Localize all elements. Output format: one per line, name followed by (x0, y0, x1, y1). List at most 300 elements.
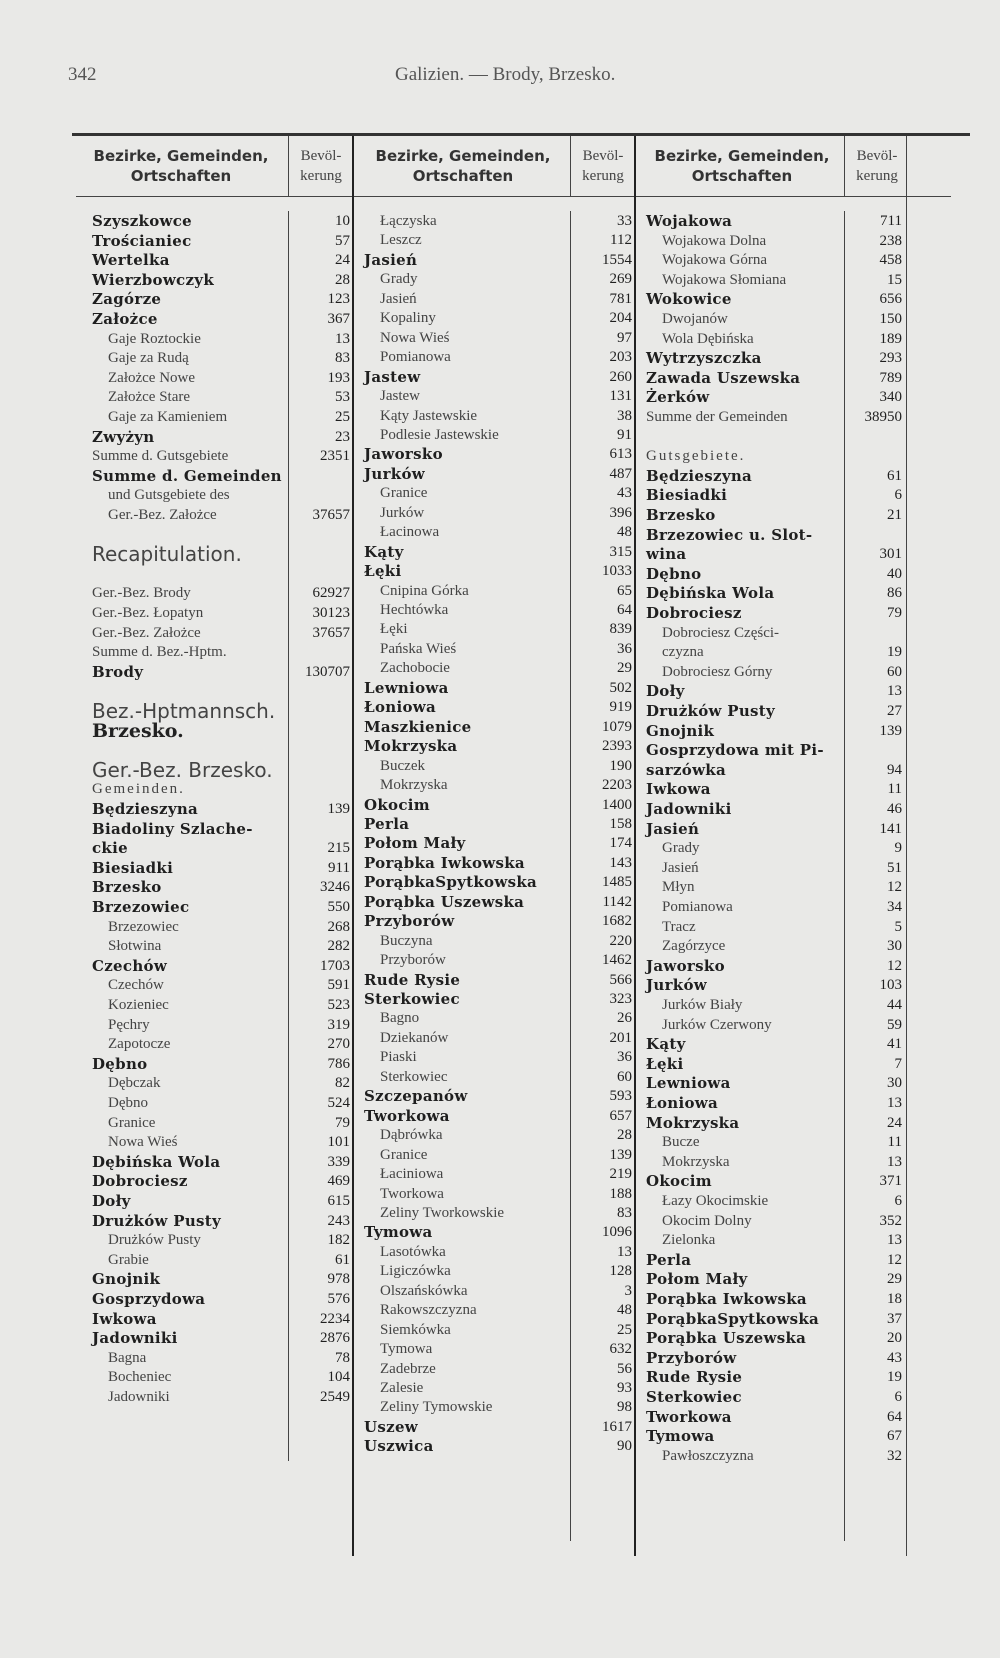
population-value: 130707 (305, 663, 350, 680)
population-value: 19 (887, 644, 902, 661)
place-name: Kąty (646, 1035, 686, 1054)
population-value: 24 (335, 252, 350, 269)
table-row (646, 1073, 904, 1093)
table-row (364, 833, 634, 853)
table-row (92, 936, 352, 956)
population-value: 269 (609, 271, 632, 288)
place-name: Pomianowa (380, 349, 451, 366)
population-value: 657 (609, 1107, 632, 1124)
table-row (646, 799, 904, 819)
place-name: Wokowice (646, 290, 732, 309)
place-name: Jasień (646, 819, 700, 838)
col3-header-name: Bezirke, Gemeinden, Ortschaften (654, 147, 830, 185)
place-name: Tracz (662, 918, 696, 935)
population-value: 270 (327, 1036, 350, 1053)
place-name: Tymowa (380, 1341, 433, 1358)
table-row (92, 1191, 352, 1211)
table-row (364, 561, 634, 581)
population-value: 839 (609, 621, 632, 638)
col2-header-value: Bevöl-kerung (582, 148, 624, 184)
population-value: 158 (609, 815, 632, 832)
col3-boundary (906, 136, 907, 1556)
table-row (646, 995, 904, 1015)
place-name: Jurków Czerwony (662, 1016, 772, 1033)
population-value: 11 (887, 781, 902, 798)
population-value: 18 (887, 1291, 902, 1307)
table-row (92, 1132, 352, 1152)
population-value: 268 (327, 918, 350, 935)
population-table (76, 136, 951, 1556)
place-name: Gosprzydowa mit Pi- (646, 741, 824, 760)
population-value: 487 (609, 465, 632, 482)
place-name: Kąty (364, 542, 404, 561)
place-name: Zadebrze (380, 1360, 436, 1377)
place-name: Grabie (108, 1251, 149, 1268)
place-name: Dziekanów (380, 1029, 449, 1046)
table-row (364, 386, 634, 406)
place-name: Jaworsko (364, 445, 443, 464)
place-name: Założce (92, 310, 158, 328)
place-name: Tworkowa (646, 1407, 732, 1426)
population-value: 243 (327, 1212, 350, 1229)
population-value: 43 (887, 1349, 902, 1366)
table-row (646, 564, 904, 584)
population-value: 524 (327, 1095, 350, 1111)
place-name: Łazy Okocimskie (662, 1193, 769, 1209)
population-value: 182 (327, 1232, 350, 1249)
table-row (92, 1093, 352, 1113)
place-name: Sterkowiec (380, 1068, 448, 1085)
population-value: 215 (327, 840, 350, 857)
table-row (646, 877, 904, 897)
place-name: Summe d. Gemeinden (92, 466, 282, 485)
population-value: 352 (879, 1212, 902, 1229)
table-row (364, 697, 634, 717)
table-row (92, 250, 352, 270)
place-name: Założce Nowe (108, 369, 196, 386)
table-row (646, 819, 904, 839)
place-name: Tworkowa (364, 1106, 450, 1125)
place-name: Tymowa (364, 1223, 433, 1242)
table-row (646, 231, 904, 251)
table-row (646, 779, 904, 799)
place-name: Drużków Pusty (108, 1232, 201, 1249)
place-name: Brody (92, 662, 144, 681)
place-name: Dąbrówka (380, 1127, 443, 1144)
table-row (646, 936, 904, 956)
population-value: 789 (879, 369, 902, 386)
table-row (92, 583, 352, 603)
population-value: 60 (887, 663, 902, 680)
population-value: 78 (335, 1349, 350, 1366)
table-row (646, 662, 904, 682)
table-row (364, 1047, 634, 1067)
table-row (364, 736, 634, 756)
place-name: Gnojnik (92, 1270, 161, 1289)
table-row (646, 975, 904, 995)
table-row (646, 348, 904, 368)
place-name: Summe d. Gutsgebiete (92, 448, 229, 465)
table-row (364, 250, 634, 270)
population-value: 193 (327, 369, 350, 386)
place-name: Łączyska (380, 213, 437, 229)
place-name: Bagno (380, 1010, 420, 1027)
table-row (364, 308, 634, 328)
place-name: Połom Mały (364, 834, 466, 853)
place-name: Dębno (646, 564, 702, 583)
population-value: 79 (335, 1114, 350, 1131)
table-row (364, 464, 634, 484)
table-row (646, 1015, 904, 1035)
place-name: Łęki (646, 1054, 684, 1073)
table-row (92, 721, 352, 741)
table-row (92, 1152, 352, 1172)
place-name: czyzna (662, 644, 704, 661)
place-name: Czechów (92, 956, 168, 975)
table-row (364, 1203, 634, 1223)
population-value: 189 (879, 330, 902, 347)
population-value: 301 (879, 546, 902, 563)
population-value: 30 (887, 1075, 902, 1092)
table-row (646, 1171, 904, 1191)
place-name: Okocim Dolny (662, 1212, 752, 1229)
place-name: Brzesko (646, 506, 716, 524)
population-value: 25 (617, 1321, 632, 1338)
place-name: Ger.-Bez. Łopatyn (92, 605, 204, 621)
population-value: 371 (879, 1173, 902, 1190)
table-row (646, 897, 904, 917)
table-row (92, 446, 352, 466)
table-row (364, 581, 634, 601)
population-value: 319 (327, 1016, 350, 1033)
population-value: 123 (327, 291, 350, 308)
population-value: 786 (327, 1055, 350, 1072)
place-name: Żerków (646, 388, 710, 407)
table-row (92, 231, 352, 251)
place-name: Gemeinden. (92, 781, 185, 798)
place-name: Dębno (92, 1054, 148, 1073)
place-name: Jurków (380, 504, 425, 521)
population-value: 632 (609, 1341, 632, 1358)
place-name: Będzieszyna (92, 800, 199, 818)
population-value: 6 (894, 1389, 902, 1405)
place-name: Mokrzyska (646, 1113, 740, 1132)
population-value: 656 (879, 291, 902, 308)
population-value: 43 (617, 485, 632, 502)
place-name: Bez.-Hptmannsch. (92, 699, 276, 723)
table-row (92, 1367, 352, 1387)
table-row (92, 858, 352, 878)
population-value: 2549 (320, 1389, 350, 1405)
place-name: Jadowniki (646, 800, 732, 818)
table-row (646, 1132, 904, 1152)
column-3 (646, 136, 904, 1556)
population-value: 25 (335, 409, 350, 425)
place-name: Zwyżyn (92, 427, 155, 446)
place-name: Jasień (380, 290, 417, 307)
place-name: Wytrzyszczka (646, 349, 762, 368)
place-name: Grady (662, 840, 700, 857)
population-value: 97 (617, 329, 632, 346)
table-row (364, 1436, 634, 1456)
table-row (646, 525, 904, 545)
column-1 (92, 136, 352, 1556)
table-row (92, 877, 352, 897)
place-name: Zawada Uszewska (646, 368, 801, 387)
table-row (364, 931, 634, 951)
table-row (646, 289, 904, 309)
table-row (92, 603, 352, 623)
table-row (92, 564, 352, 584)
population-value: 19 (887, 1369, 902, 1386)
place-name: Gutsgebiete. (646, 448, 746, 465)
table-row (92, 1328, 352, 1348)
population-value: 98 (617, 1399, 632, 1416)
place-name: Biadoliny Szlache- (92, 819, 253, 838)
place-name: Jasień (364, 250, 418, 269)
population-value: 139 (879, 722, 902, 739)
population-value: 48 (617, 1302, 632, 1319)
population-value: 65 (617, 582, 632, 599)
population-value: 62927 (312, 585, 350, 602)
population-value: 143 (609, 854, 632, 871)
table-row (364, 950, 634, 970)
table-row (646, 387, 904, 407)
place-name: Łoniowa (646, 1094, 718, 1112)
place-name: Zagórzyce (662, 938, 726, 955)
population-value: 613 (609, 446, 632, 463)
place-name: Ger.-Bez. Założce (92, 624, 201, 641)
table-row (92, 956, 352, 976)
place-name: Lewniowa (646, 1074, 731, 1093)
population-value: 27 (887, 703, 902, 719)
place-name: Mokrzyska (380, 777, 448, 794)
place-name: Sterkowiec (646, 1388, 742, 1406)
table-row (364, 1008, 634, 1028)
table-row (364, 230, 634, 250)
population-value: 141 (879, 820, 902, 837)
place-name: Przyborów (364, 912, 455, 931)
population-value: 282 (327, 938, 350, 955)
population-value: 1682 (602, 913, 632, 930)
table-row (92, 1289, 352, 1309)
place-name: Gaje Roztockie (108, 330, 201, 347)
place-name: Kąty Jastewskie (380, 407, 478, 424)
population-value: 1703 (320, 957, 350, 974)
place-name: Doły (92, 1192, 131, 1210)
place-name: Hechtówka (380, 602, 449, 618)
population-value: 93 (617, 1380, 632, 1396)
population-value: 1033 (602, 563, 632, 580)
table-row (646, 858, 904, 878)
population-value: 220 (609, 932, 632, 949)
place-name: Ligiczówka (380, 1263, 451, 1280)
table-row (364, 756, 634, 776)
col3-header-value: Bevöl-kerung (856, 148, 898, 184)
place-name: Pęchry (108, 1016, 150, 1033)
table-row (92, 779, 352, 799)
population-value: 36 (617, 1049, 632, 1066)
place-name: Pawłoszczyzna (662, 1447, 754, 1464)
place-name: Brzesko (92, 878, 162, 897)
table-row (364, 1145, 634, 1165)
place-name: Cnipina Górka (380, 582, 469, 599)
place-name: Brzezowiec u. Slot- (646, 525, 813, 544)
table-row (364, 872, 634, 892)
table-row (364, 1300, 634, 1320)
place-name: Przyborów (646, 1348, 737, 1367)
table-row (646, 760, 904, 780)
population-value: 3 (624, 1282, 632, 1299)
table-row (646, 1211, 904, 1231)
place-name: Brzezowiec (108, 918, 179, 935)
population-value: 21 (887, 507, 902, 523)
place-name: Recapitulation. (92, 542, 242, 567)
population-value: 919 (609, 699, 632, 716)
population-value: 566 (609, 971, 632, 988)
place-name: Summe der Gemeinden (646, 409, 788, 425)
table-row (364, 367, 634, 387)
population-value: 82 (335, 1075, 350, 1092)
table-row (92, 1171, 352, 1191)
population-value: 48 (617, 524, 632, 541)
table-row (364, 639, 634, 659)
place-name: Zalesie (380, 1380, 424, 1396)
population-value: 219 (609, 1166, 632, 1183)
place-name: Perla (646, 1250, 692, 1269)
place-name: Jadowniki (108, 1389, 170, 1405)
place-name: Leszcz (380, 232, 422, 249)
table-row (646, 1387, 904, 1407)
population-value: 33 (617, 213, 632, 229)
population-value: 201 (609, 1029, 632, 1046)
table-row (92, 1309, 352, 1329)
table-row (646, 466, 904, 486)
table-row (92, 995, 352, 1015)
place-name: Łaciniowa (380, 1166, 444, 1183)
table-row (646, 485, 904, 505)
place-name: Gnojnik (646, 721, 715, 740)
table-row (364, 911, 634, 931)
population-value: 44 (887, 997, 902, 1013)
population-value: 51 (887, 859, 902, 876)
population-value: 13 (335, 330, 350, 347)
place-name: Drużków Pusty (92, 1211, 222, 1230)
place-name: Tymowa (646, 1427, 715, 1446)
table-row (364, 483, 634, 503)
place-name: Wojakowa (646, 212, 733, 230)
place-name: Jaworsko (646, 956, 725, 975)
table-row (364, 795, 634, 815)
population-value: 2203 (602, 777, 632, 794)
population-value: 23 (335, 428, 350, 445)
population-value: 593 (609, 1088, 632, 1105)
table-row (646, 309, 904, 329)
population-value: 293 (879, 350, 902, 367)
population-value: 6 (894, 487, 902, 504)
table-row (364, 347, 634, 367)
table-row (92, 485, 352, 505)
place-name: Piaski (380, 1049, 417, 1066)
place-name: Mokrzyska (364, 737, 458, 756)
population-value: 61 (887, 467, 902, 484)
place-name: Rakowszczyzna (380, 1302, 477, 1319)
place-name: Podlesie Jastewskie (380, 426, 499, 443)
table-row (646, 1230, 904, 1250)
place-name: Iwkowa (646, 780, 711, 799)
place-name: Gosprzydowa (92, 1290, 206, 1308)
place-name: Iwkowa (92, 1309, 157, 1328)
table-row (364, 503, 634, 523)
table-row (364, 1067, 634, 1087)
place-name: Dobrociesz (92, 1172, 188, 1191)
table-row (646, 427, 904, 447)
table-row (646, 1113, 904, 1133)
population-value: 26 (617, 1010, 632, 1027)
place-name: Pańska Wieś (380, 640, 457, 657)
place-name: Bagna (108, 1349, 147, 1366)
place-name: Maszkienice (364, 717, 472, 736)
place-name: Okocim (646, 1172, 712, 1191)
population-value: 91 (617, 426, 632, 443)
table-row (364, 1417, 634, 1437)
table-row (364, 425, 634, 445)
table-row (92, 505, 352, 525)
place-name: ckie (92, 839, 128, 858)
population-value: 60 (617, 1068, 632, 1085)
population-value: 56 (617, 1360, 632, 1377)
table-row (646, 270, 904, 290)
population-value: 315 (609, 543, 632, 560)
population-value: 64 (887, 1408, 902, 1425)
place-name: Porąbka Uszewska (646, 1329, 807, 1348)
place-name: PorąbkaSpytkowska (364, 873, 538, 892)
table-row (646, 1093, 904, 1113)
table-row (364, 1397, 634, 1417)
table-row (364, 1125, 634, 1145)
table-row (646, 1269, 904, 1289)
table-row (364, 970, 634, 990)
place-name: Ger.-Bez. Brody (92, 585, 191, 602)
table-row (364, 989, 634, 1009)
population-value: 340 (879, 389, 902, 406)
table-row (364, 600, 634, 620)
population-value: 781 (609, 290, 632, 307)
population-value: 1079 (602, 718, 632, 735)
table-row (364, 619, 634, 639)
population-value: 37657 (312, 624, 350, 641)
col1-header-name: Bezirke, Gemeinden, Ortschaften (93, 147, 269, 185)
population-value: 57 (335, 232, 350, 249)
table-row (92, 270, 352, 290)
place-name: Porąbka Uszewska (364, 892, 525, 911)
table-row (92, 838, 352, 858)
population-value: 38 (617, 407, 632, 424)
table-row (92, 1250, 352, 1270)
place-name: Założce Stare (108, 389, 191, 406)
table-row (364, 1378, 634, 1398)
population-value: 367 (327, 311, 350, 327)
table-row (364, 717, 634, 737)
table-row (364, 1106, 634, 1126)
table-row (92, 1387, 352, 1407)
place-name: Młyn (662, 879, 695, 896)
place-name: Łacinowa (380, 524, 440, 541)
table-row (364, 1359, 634, 1379)
table-row (646, 721, 904, 741)
population-value: 502 (609, 679, 632, 696)
population-value: 1554 (602, 251, 632, 268)
